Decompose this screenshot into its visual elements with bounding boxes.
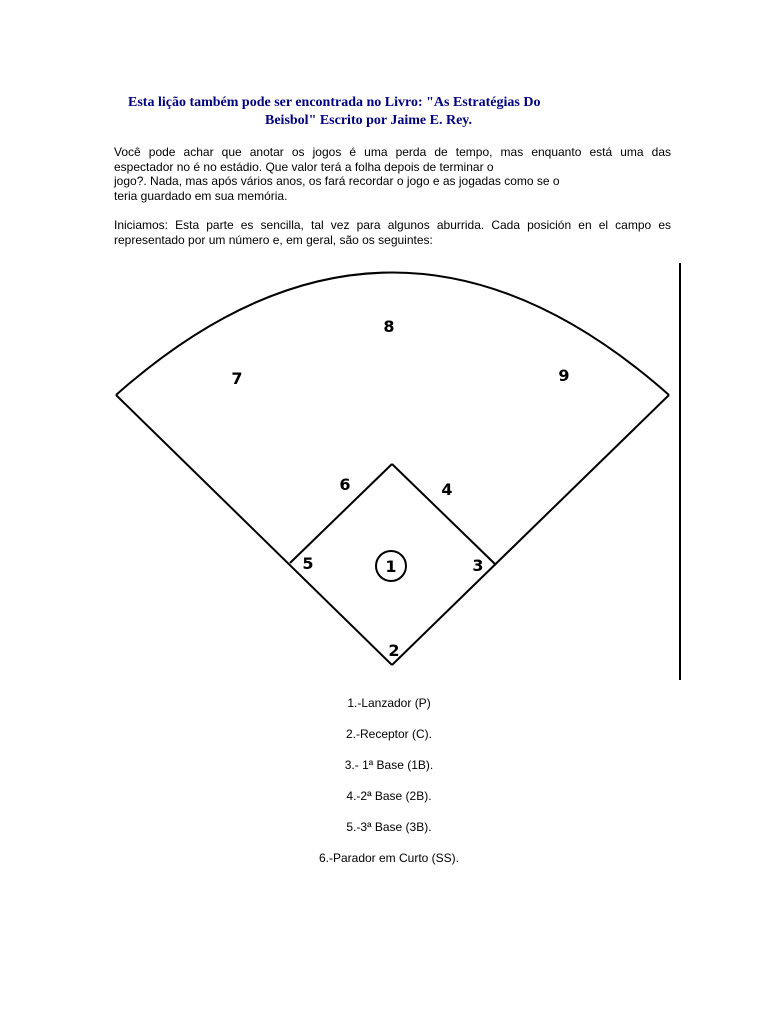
legend-item: 1.-Lanzador (P) (347, 696, 431, 710)
paragraph-line: Iniciamos: Esta parte es sencilla, tal vez para algunos aburrida. Cada posición en el campo es (114, 218, 671, 232)
legend-item: 6.-Parador em Curto (SS). (318, 851, 460, 865)
title-line-1: Esta lição também pode ser encontrada no Livro: "As Estratégias Do (128, 95, 541, 110)
legend-item: 2.-Receptor (C). (345, 727, 433, 741)
title-line-2: Beisbol" Escrito por Jaime E. Rey. (265, 113, 473, 128)
legend-item: 5.-3ª Base (3B). (346, 820, 432, 834)
position-7-label: 7 (231, 369, 243, 388)
paragraph-line: jogo?. Nada, mas após vários anos, os fará recordar o jogo e as jogadas como se o (114, 174, 560, 188)
position-1-label: 1 (385, 557, 397, 576)
position-8-label: 8 (383, 317, 395, 336)
position-9-label: 9 (558, 366, 570, 385)
paragraph-line: representado por um número e, em geral, são os seguintes: (114, 232, 433, 247)
page-divider-line (679, 263, 681, 680)
left-foul-line (116, 395, 392, 665)
position-legend (0, 695, 768, 881)
position-6-label: 6 (339, 475, 351, 494)
paragraph-line: teria guardado em sua memória. (114, 188, 288, 203)
paragraph-line: Você pode achar que anotar os jogos é uma perda de tempo, mas enquanto está uma das (114, 145, 671, 159)
legend-item: 4.-2ª Base (2B). (346, 789, 432, 803)
position-2-label: 2 (388, 641, 400, 660)
position-5-label: 5 (302, 554, 314, 573)
position-3-label: 3 (472, 556, 484, 575)
paragraph-line: espectador no é no estádio. Que valor terá a folha depois de terminar o (114, 159, 494, 174)
right-foul-line (392, 395, 669, 665)
legend-item: 3.- 1ª Base (1B). (344, 758, 434, 772)
position-4-label: 4 (441, 480, 453, 499)
